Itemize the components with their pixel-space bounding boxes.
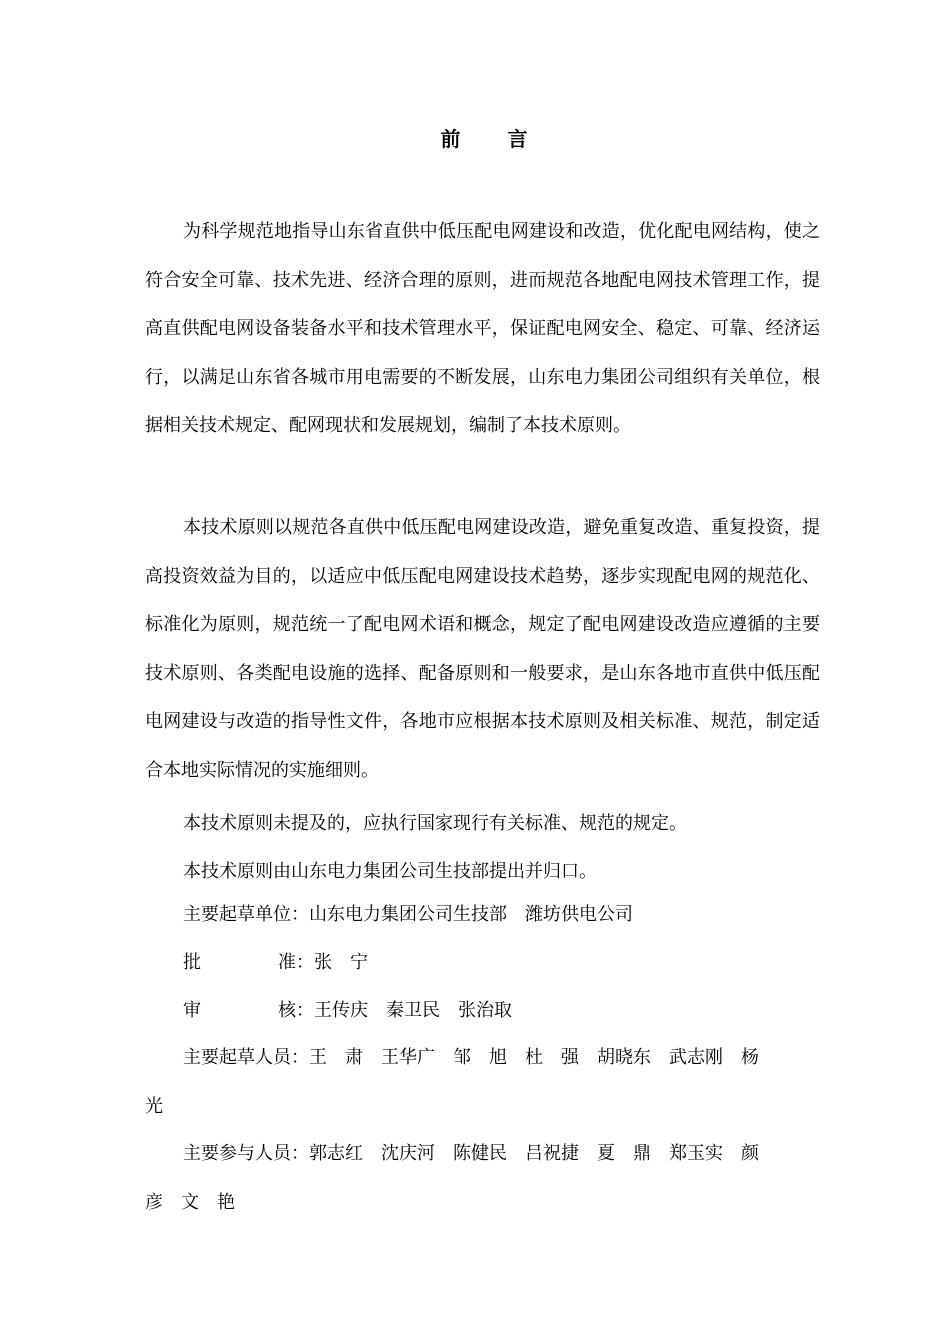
- approver-label-second: 准：: [278, 952, 314, 973]
- participants-row: [183, 1139, 759, 1169]
- paragraph-standards: 本技术原则未提及的，应执行国家现行有关标准、规范的规定。: [183, 813, 687, 834]
- participants-label: 主要参与人员：: [183, 1143, 309, 1164]
- approver-value: 张 宁: [314, 952, 368, 973]
- drafting-unit-row: [183, 900, 633, 930]
- page-title: 前 言: [440, 127, 548, 151]
- reviewer-label-second: 核：: [278, 1000, 314, 1021]
- drafters-label: 主要起草人员：: [183, 1047, 309, 1068]
- drafters-row-continued: 光: [145, 1096, 163, 1117]
- paragraph-ownership: 本技术原则由山东电力集团公司生技部提出并归口。: [183, 861, 597, 882]
- participants-names: 郭志红 沈庆河 陈健民 吕祝捷 夏 鼎 郑玉实 颜: [309, 1143, 759, 1164]
- approver-label-first: 批: [183, 952, 201, 973]
- approver-row: [183, 948, 368, 978]
- drafting-unit-label: 主要起草单位：: [183, 904, 309, 925]
- participants-row-continued: 彦 文 艳: [145, 1192, 235, 1213]
- paragraph-purpose: 为科学规范地指导山东省直供中低压配电网建设和改造，优化配电网结构，使之符合安全可靠、技术先进、经济合理的原则，进而规范各地配电网技术管理工作，提高直供配电网设备装备水平和技术管理水平，保证配电网安全、稳定、可靠、经济运行，以满足山东省各城市用电需要的不断发展，山东电力集团公司组织有关单位，根据相关技术规定、配网现状和发展规划，编制了本技术原则。: [145, 221, 820, 437]
- reviewer-row: [183, 996, 512, 1026]
- reviewer-label-first: 审: [183, 1000, 201, 1021]
- drafters-row: [183, 1043, 759, 1073]
- paragraph-scope: 本技术原则以规范各直供中低压配电网建设改造，避免重复改造、重复投资，提高投资效益为目的，以适应中低压配电网建设技术趋势，逐步实现配电网的规范化、标准化为原则，规范统一了配电网术语和概念，规定了配电网建设改造应遵循的主要技术原则、各类配电设施的选择、配备原则和一般要求，是山东各地市直供中低压配电网建设与改造的指导性文件，各地市应根据本技术原则及相关标准、规范，制定适合本地实际情况的实施细则。: [145, 517, 820, 781]
- drafters-names: 王 肃 王华广 邹 旭 杜 强 胡晓东 武志刚 杨: [309, 1047, 759, 1068]
- reviewer-value: 王传庆 秦卫民 张治取: [314, 1000, 512, 1021]
- drafting-unit-value: 山东电力集团公司生技部 潍坊供电公司: [309, 904, 633, 925]
